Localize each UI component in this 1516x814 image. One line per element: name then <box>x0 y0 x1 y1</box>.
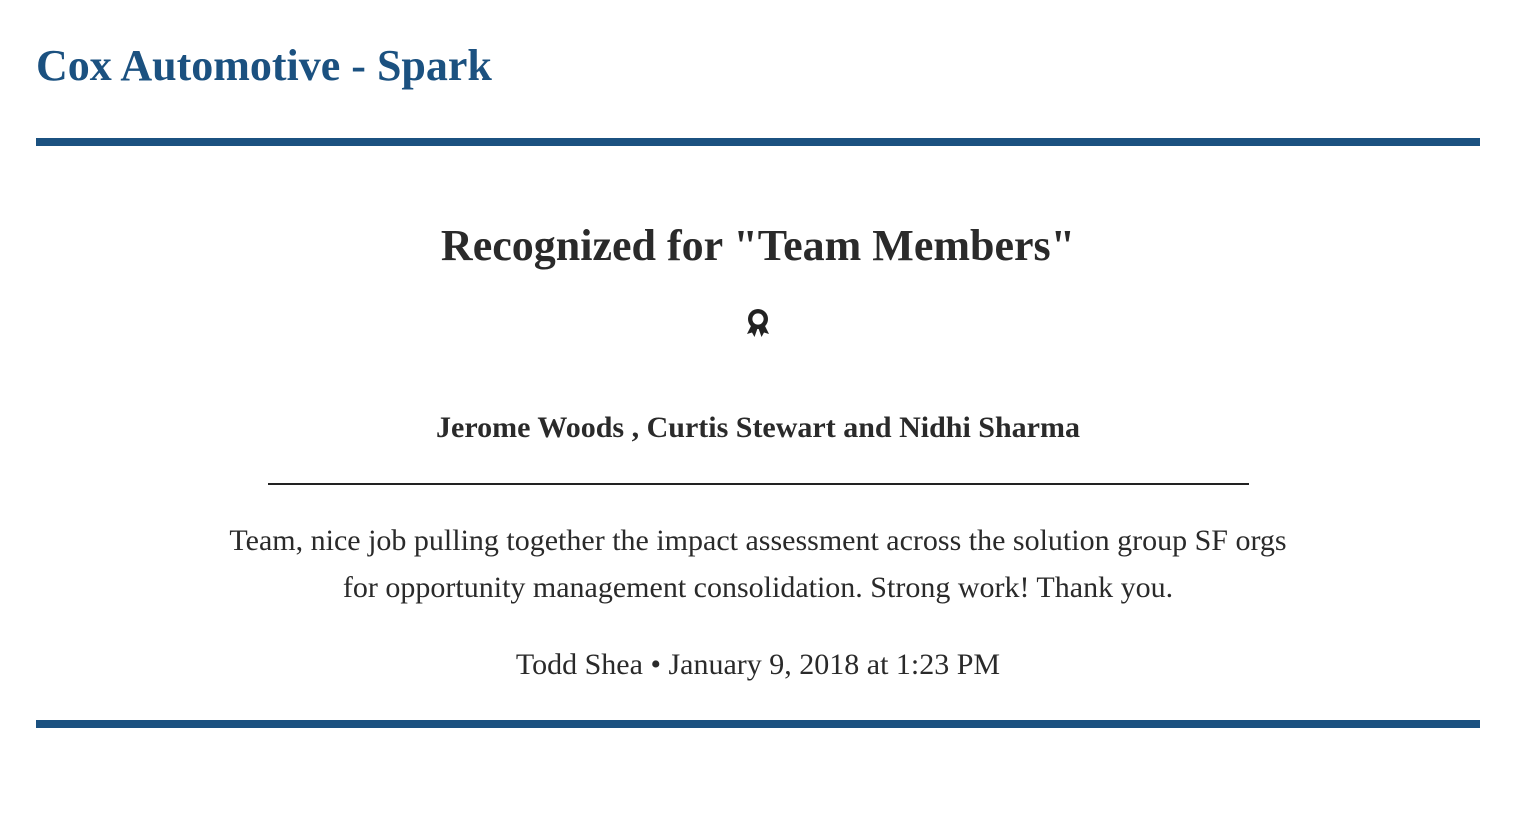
recipients: Jerome Woods , Curtis Stewart and Nidhi Sharma <box>436 411 1080 444</box>
recognition-meta <box>36 646 1480 684</box>
meta-separator: • <box>650 648 661 681</box>
header-divider <box>36 138 1480 146</box>
page-title: Cox Automotive - Spark <box>36 41 492 90</box>
content-divider <box>268 483 1249 485</box>
footer-divider <box>36 720 1480 728</box>
timestamp: January 9, 2018 at 1:23 PM <box>668 648 1001 681</box>
award-ribbon-icon <box>744 307 772 339</box>
recognition-title: Recognized for "Team Members" <box>440 221 1076 270</box>
author-name: Todd Shea <box>515 648 643 681</box>
recognition-message: Team, nice job pulling together the impact assessment across the solution group SF orgs for opportunity management consolidation. Strong work! Thank you. <box>229 524 1287 604</box>
